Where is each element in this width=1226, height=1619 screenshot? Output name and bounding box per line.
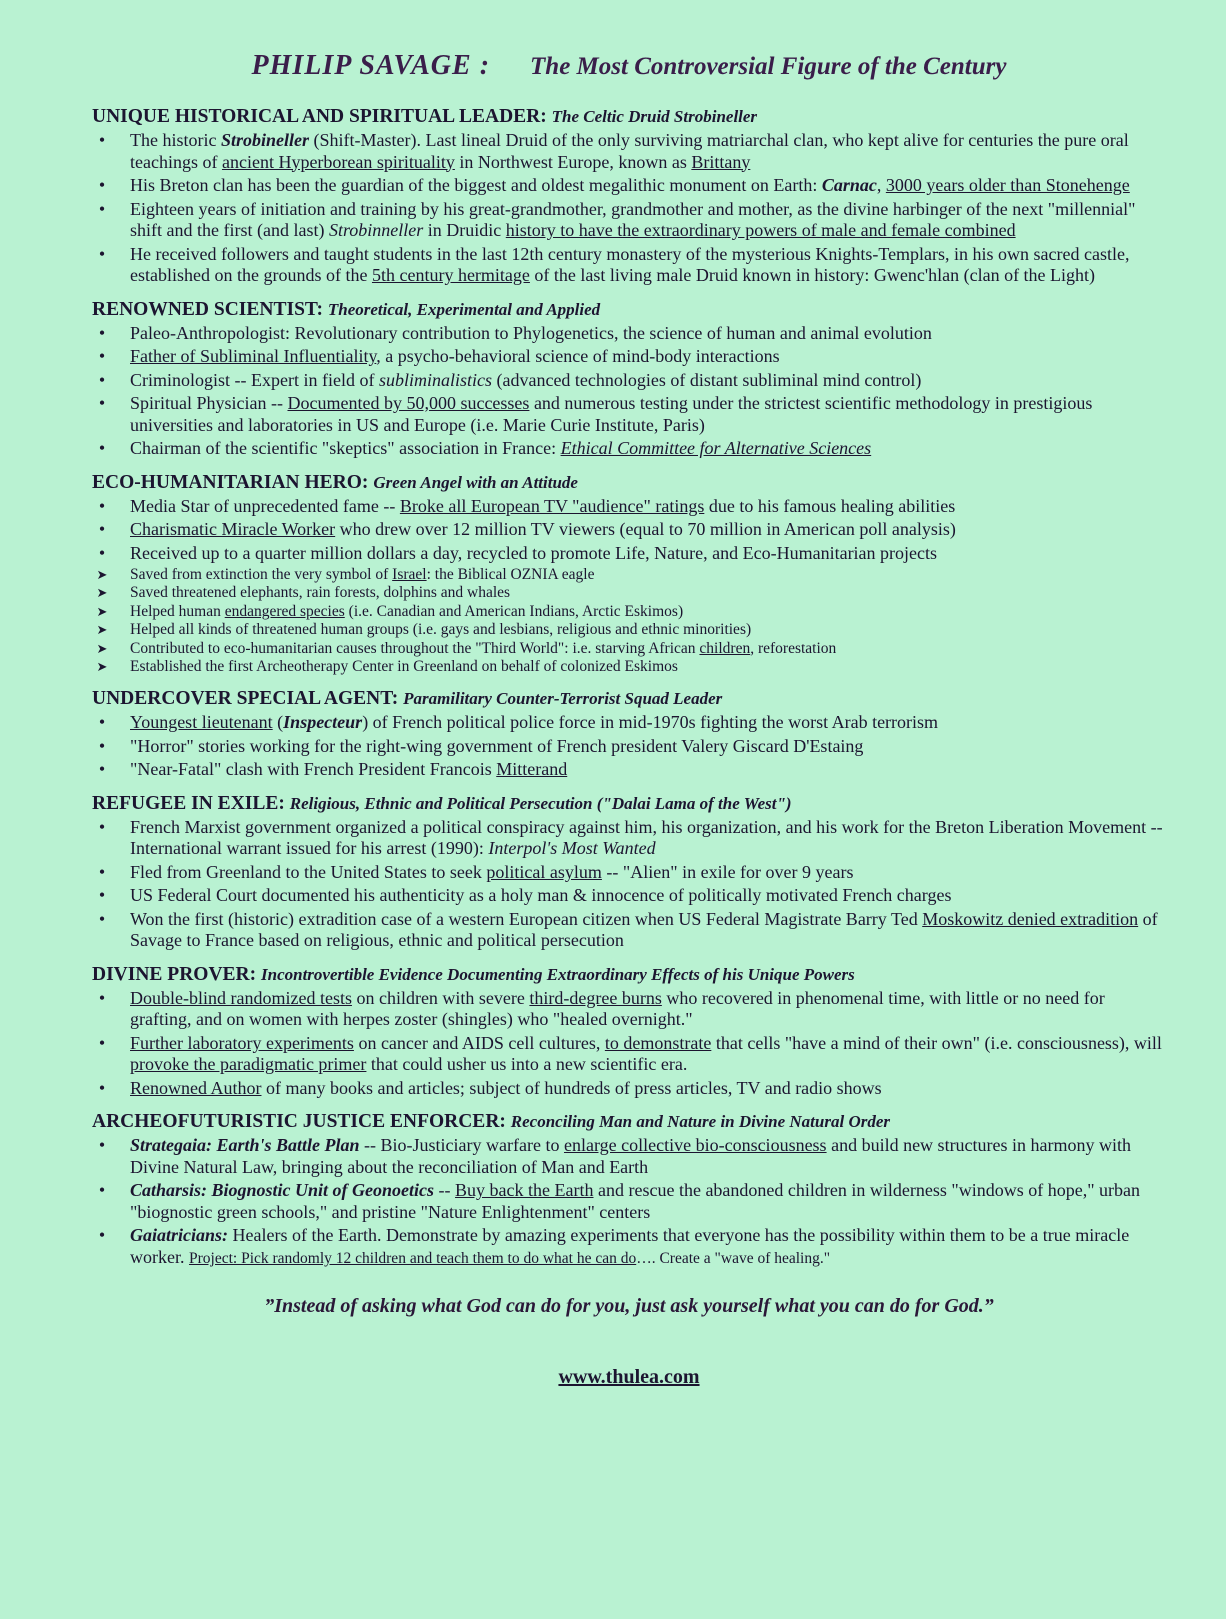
bullet-dot-icon: • [98, 816, 106, 837]
bullet-dot-icon: • [98, 1032, 106, 1053]
bullet-dot-icon: • [98, 735, 106, 756]
section [92, 793, 1166, 952]
list-item [92, 712, 1166, 734]
list-item-text: 5th century hermitage [371, 265, 530, 285]
list-item-text: Healers of the Earth. Demonstrate by amazing experiments that everyone has the possibility within them to be a true miracle worker. [130, 1225, 1130, 1267]
arrow-bullet-icon: ➤ [96, 640, 108, 656]
list-item-text: Strategaia: Earth's Battle Plan [130, 1135, 360, 1156]
list-item-text: The historic [130, 130, 221, 150]
list-item-text: Criminologist -- Expert in field of [130, 369, 379, 390]
list-item-text: Charismatic Miracle Worker [130, 519, 336, 539]
list-item [92, 323, 1166, 345]
list-item-text: Ethical Committee for Alternative Sciences [560, 438, 872, 458]
list-item [92, 885, 1166, 907]
section-list [92, 817, 1166, 952]
list-item-text: due to his famous healing abilities [704, 495, 956, 516]
bullet-dot-icon: • [98, 438, 106, 458]
section-heading [92, 299, 1166, 321]
list-item [92, 1225, 1166, 1269]
list-item-text: of Savage to France based on religious, ethnic and political persecution [130, 908, 1158, 951]
list-item-text: Contributed to eco-humanitarian causes throughout the "Third World": i.e. starving African [130, 639, 700, 657]
section-list [92, 712, 1166, 781]
document-title [92, 50, 1166, 82]
bullet-dot-icon: • [98, 542, 106, 563]
title-name: PHILIP SAVAGE : [251, 50, 491, 81]
bullet-dot-icon: • [98, 987, 106, 1008]
list-item-text: Saved threatened elephants, rain forests, dolphins and whales [130, 584, 511, 602]
list-item-text: Won the first (historic) extradition case of a western European citizen when US Federal Magistrate Barry Ted [130, 908, 923, 929]
list-item-text: ) of French political police force in mid-1970s fighting the worst Arab terrorism [362, 712, 939, 733]
list-item [92, 658, 1166, 676]
list-item-text: subliminalistics [378, 369, 492, 390]
bullet-dot-icon: • [98, 908, 106, 929]
list-item [92, 603, 1166, 621]
list-item-text: Renowned Author [130, 1077, 262, 1098]
website-url: www.thulea.com [558, 1366, 700, 1389]
list-item-text: provoke the paradigmatic primer [130, 1054, 367, 1075]
list-item-text: Fled from Greenland to the United States to seek [130, 861, 487, 882]
list-item-text: Youngest lieutenant [130, 712, 273, 733]
list-item [92, 759, 1166, 781]
bullet-dot-icon: • [98, 130, 106, 150]
list-item-text: , reforestation [750, 639, 837, 657]
list-item-text: Documented by 50,000 successes [287, 393, 530, 413]
list-item-text: -- [434, 1180, 456, 1201]
list-item-text: Brittany [691, 151, 751, 172]
section-heading [92, 688, 1166, 710]
list-item-text: Catharsis: Biognostic Unit of Geonoetics [130, 1180, 435, 1201]
list-item-text: history to have the extraordinary powers of male and female combined [505, 220, 1016, 240]
list-item [92, 346, 1166, 368]
bullet-dot-icon: • [98, 712, 106, 733]
list-item-text: endangered species [224, 602, 345, 620]
list-item [92, 1135, 1166, 1178]
list-item-text: (advanced technologies of distant subliminal mind control) [491, 369, 922, 390]
section-list [92, 1135, 1166, 1269]
list-item-text: US Federal Court documented his authenticity as a holy man & innocence of politically motivated French charges [130, 885, 952, 906]
list-item [92, 199, 1166, 242]
list-item [92, 1078, 1166, 1100]
section-heading-main: DIVINE PROVER: [92, 963, 257, 985]
section-heading [92, 964, 1166, 986]
section [92, 964, 1166, 1100]
list-item-text: His Breton clan has been the guardian of the biggest and oldest megalithic monument on Earth: [130, 175, 822, 195]
list-item-text: Strobinneller [328, 220, 424, 240]
bullet-dot-icon: • [98, 759, 106, 780]
section-list [92, 323, 1166, 460]
arrow-bullet-icon: ➤ [96, 585, 108, 601]
arrow-bullet-icon: ➤ [96, 603, 108, 619]
section-heading-main: UNIQUE HISTORICAL AND SPIRITUAL LEADER: [92, 106, 547, 127]
section-heading-subtitle: Paramilitary Counter-Terrorist Squad Leader [403, 689, 723, 709]
arrow-bullet-icon: ➤ [96, 622, 108, 638]
list-item-text: Buy back the Earth [455, 1180, 594, 1201]
list-item-text: Moskowitz denied extradition [922, 908, 1139, 929]
section-heading-main: ECO-HUMANITARIAN HERO: [92, 471, 369, 493]
list-item-text: Saved from extinction the very symbol of [130, 566, 393, 583]
list-item [92, 817, 1166, 860]
list-item-text: ancient Hyperborean spirituality [221, 151, 455, 172]
list-item-text: third-degree burns [529, 987, 662, 1008]
list-item-text: who recovered in phenomenal time, with little or no need for grafting, and on women with herpes zoster (shingles) who "healed overnight." [130, 987, 1105, 1030]
list-item-text: on cancer and AIDS cell cultures, [353, 1032, 605, 1053]
list-item-text: Interpol's Most Wanted [488, 838, 656, 859]
section-heading-main: ARCHEOFUTURISTIC JUSTICE ENFORCER: [92, 1111, 506, 1133]
list-item-text: enlarge collective bio-consciousness [563, 1135, 827, 1156]
list-item [92, 1180, 1166, 1223]
bullet-dot-icon: • [98, 1180, 106, 1201]
section-heading-subtitle: The Celtic Druid Strobineller [551, 107, 758, 126]
list-item-text: (Shift-Master). Last lineal Druid of the only surviving matriarchal clan, who kept alive for centuries the pure oral teachings of [130, 130, 1129, 172]
section-list [92, 130, 1166, 287]
arrow-bullet-icon: ➤ [96, 659, 108, 675]
list-item-text: "Horror" stories working for the right-wing government of French president Valery Giscard D'Estaing [130, 735, 864, 756]
list-item-text: (i.e. Canadian and American Indians, Arctic Eskimos) [344, 602, 684, 620]
arrow-bullet-icon: ➤ [96, 567, 108, 582]
list-item-text: He received followers and taught students in the last 12th century monastery of the mysterious Knights-Templars, in his own sacred castle, established on the grounds of the [130, 243, 1130, 285]
list-item-text: , [876, 175, 886, 195]
list-item-text: Inspecteur [283, 712, 363, 733]
section-heading [92, 106, 1166, 128]
list-item-text: -- Bio-Justiciary warfare to [359, 1135, 564, 1156]
list-item-text: …. Create a "wave of healing." [636, 1249, 831, 1267]
bullet-dot-icon: • [98, 393, 106, 413]
list-item [92, 370, 1166, 392]
list-item [92, 988, 1166, 1031]
bullet-dot-icon: • [98, 322, 106, 343]
list-item-text: Received up to a quarter million dollars a day, recycled to promote Life, Nature, and Eco-Humanitarian projects [130, 542, 938, 563]
bullet-dot-icon: • [98, 346, 106, 366]
list-item-text: that cells "have a mind of their own" (i.e. consciousness), will [711, 1032, 1162, 1053]
bullet-dot-icon: • [98, 519, 106, 539]
list-item-text: Strobineller [220, 130, 309, 150]
list-item-text: in Druidic [423, 220, 506, 240]
list-item-text: Further laboratory experiments [130, 1032, 354, 1053]
list-item-text: that could usher us into a new scientific era. [366, 1054, 688, 1075]
bullet-dot-icon: • [98, 885, 106, 906]
list-item [92, 862, 1166, 884]
list-item-text: Established the first Archeotherapy Center in Greenland on behalf of colonized Eskimos [130, 658, 678, 676]
list-item-text: Broke all European TV "audience" ratings [399, 495, 705, 516]
list-item-text: ( [272, 712, 284, 733]
bullet-dot-icon: • [98, 198, 106, 219]
list-item-text: in Northwest Europe, known as [454, 151, 692, 172]
title-tagline: The Most Controversial Figure of the Century [530, 53, 1007, 80]
section-heading-subtitle: Green Angel with an Attitude [373, 472, 578, 492]
list-item-text: Father of Subliminal Influentiality [130, 346, 377, 366]
bullet-dot-icon: • [98, 243, 106, 264]
section-heading-main: RENOWNED SCIENTIST: [92, 298, 323, 320]
list-item-text: Media Star of unprecedented fame -- [130, 495, 400, 516]
list-item-text: Israel [392, 566, 427, 583]
sections-container [92, 106, 1166, 1269]
section-heading [92, 1111, 1166, 1133]
list-item-text: Gaiatricians: [130, 1225, 229, 1246]
list-item [92, 640, 1166, 658]
list-item-text: -- "Alien" in exile for over 9 years [601, 861, 854, 882]
list-item [92, 438, 1166, 460]
list-item-text: Helped human [130, 602, 225, 620]
list-item-text: and build new structures in harmony with Divine Natural Law, bringing about the reconciliation of Man and Earth [130, 1135, 1132, 1177]
bullet-dot-icon: • [98, 175, 106, 195]
list-item [92, 1033, 1166, 1076]
section-heading-main: UNDERCOVER SPECIAL AGENT: [92, 688, 399, 710]
list-item [92, 393, 1166, 436]
list-item [92, 909, 1166, 952]
list-item [92, 621, 1166, 639]
list-item-text: children [699, 639, 751, 657]
section [92, 688, 1166, 781]
list-item [92, 584, 1166, 602]
bullet-dot-icon: • [98, 1077, 106, 1098]
list-item [92, 130, 1166, 173]
bullet-dot-icon: • [98, 369, 106, 390]
list-item-text: Eighteen years of initiation and training by his great-grandmother, grandmother and mother, as the divine harbinger of the next "millennial" shift and the first (and last) [130, 198, 1136, 240]
section-heading [92, 793, 1166, 815]
list-item [92, 566, 1166, 584]
bullet-dot-icon: • [98, 861, 106, 882]
list-item [92, 519, 1166, 541]
section-heading-subtitle: Reconciling Man and Nature in Divine Natural Order [510, 1112, 891, 1132]
list-item-text: Mitterand [496, 759, 568, 780]
section-heading-subtitle: Religious, Ethnic and Political Persecution ("Dalai Lama of the West") [289, 793, 792, 813]
list-item-text: Helped all kinds of threatened human groups (i.e. gays and lesbians, religious and ethnic minorities) [130, 621, 752, 639]
list-item-text: Double-blind randomized tests [130, 987, 352, 1008]
section-heading-main: REFUGEE IN EXILE: [92, 792, 285, 814]
list-item-text: on children with severe [351, 987, 530, 1008]
list-item-text: , a psycho-behavioral science of mind-body interactions [376, 346, 780, 366]
list-item-text: Carnac [821, 175, 877, 195]
list-item-text: Chairman of the scientific "skeptics" association in France: [130, 438, 561, 458]
list-item-text: Project: Pick randomly 12 children and teach them to do what he can do [188, 1249, 637, 1267]
list-item-text: of many books and articles; subject of hundreds of press articles, TV and radio shows [261, 1077, 882, 1098]
section-list [92, 988, 1166, 1100]
section-heading-subtitle: Incontrovertible Evidence Documenting Extraordinary Effects of his Unique Powers [261, 964, 855, 984]
list-item [92, 543, 1166, 565]
list-item-text: Paleo-Anthropologist: Revolutionary contribution to Phylogenetics, the science of human and animal evolution [130, 322, 932, 343]
list-item-text: and numerous testing under the strictest scientific methodology in prestigious universities and laboratories in US and Europe (i.e. Marie Curie Institute, Paris) [130, 393, 1093, 435]
list-item-text: to demonstrate [604, 1032, 712, 1053]
list-item [92, 244, 1166, 287]
section-heading [92, 472, 1166, 494]
bullet-dot-icon: • [98, 495, 106, 516]
list-item-text: : the Biblical OZNIA eagle [426, 566, 595, 583]
list-item [92, 736, 1166, 758]
bullet-dot-icon: • [98, 1135, 106, 1156]
list-item [92, 175, 1166, 197]
section [92, 1111, 1166, 1269]
closing-quote: ”Instead of asking what God can do for you, just ask yourself what you can do for God.” [264, 1295, 994, 1318]
list-item-text: "Near-Fatal" clash with French President Francois [130, 759, 497, 780]
bullet-dot-icon: • [98, 1225, 106, 1246]
list-item-text: French Marxist government organized a political conspiracy against him, his organization, and his work for the Breton Liberation Movement -- International warrant issued for his arrest (1990): [130, 816, 1163, 859]
list-item-text: who drew over 12 million TV viewers (equal to 70 million in American poll analysis) [335, 519, 956, 539]
list-item-text: and rescue the abandoned children in wilderness "windows of hope," urban "biognostic green schools," and pristine "Nature Enlightenment" centers [130, 1180, 1141, 1222]
list-item [92, 496, 1166, 518]
section [92, 106, 1166, 287]
list-item-text: Spiritual Physician -- [130, 393, 288, 413]
section [92, 299, 1166, 460]
list-item-text: of the last living male Druid known in history: Gwenc'hlan (clan of the Light) [529, 265, 1096, 285]
section-list [92, 496, 1166, 677]
section [92, 472, 1166, 677]
list-item-text: political asylum [486, 861, 602, 882]
list-item-text: 3000 years older than Stonehenge [885, 175, 1130, 195]
section-heading-subtitle: Theoretical, Experimental and Applied [327, 299, 601, 319]
